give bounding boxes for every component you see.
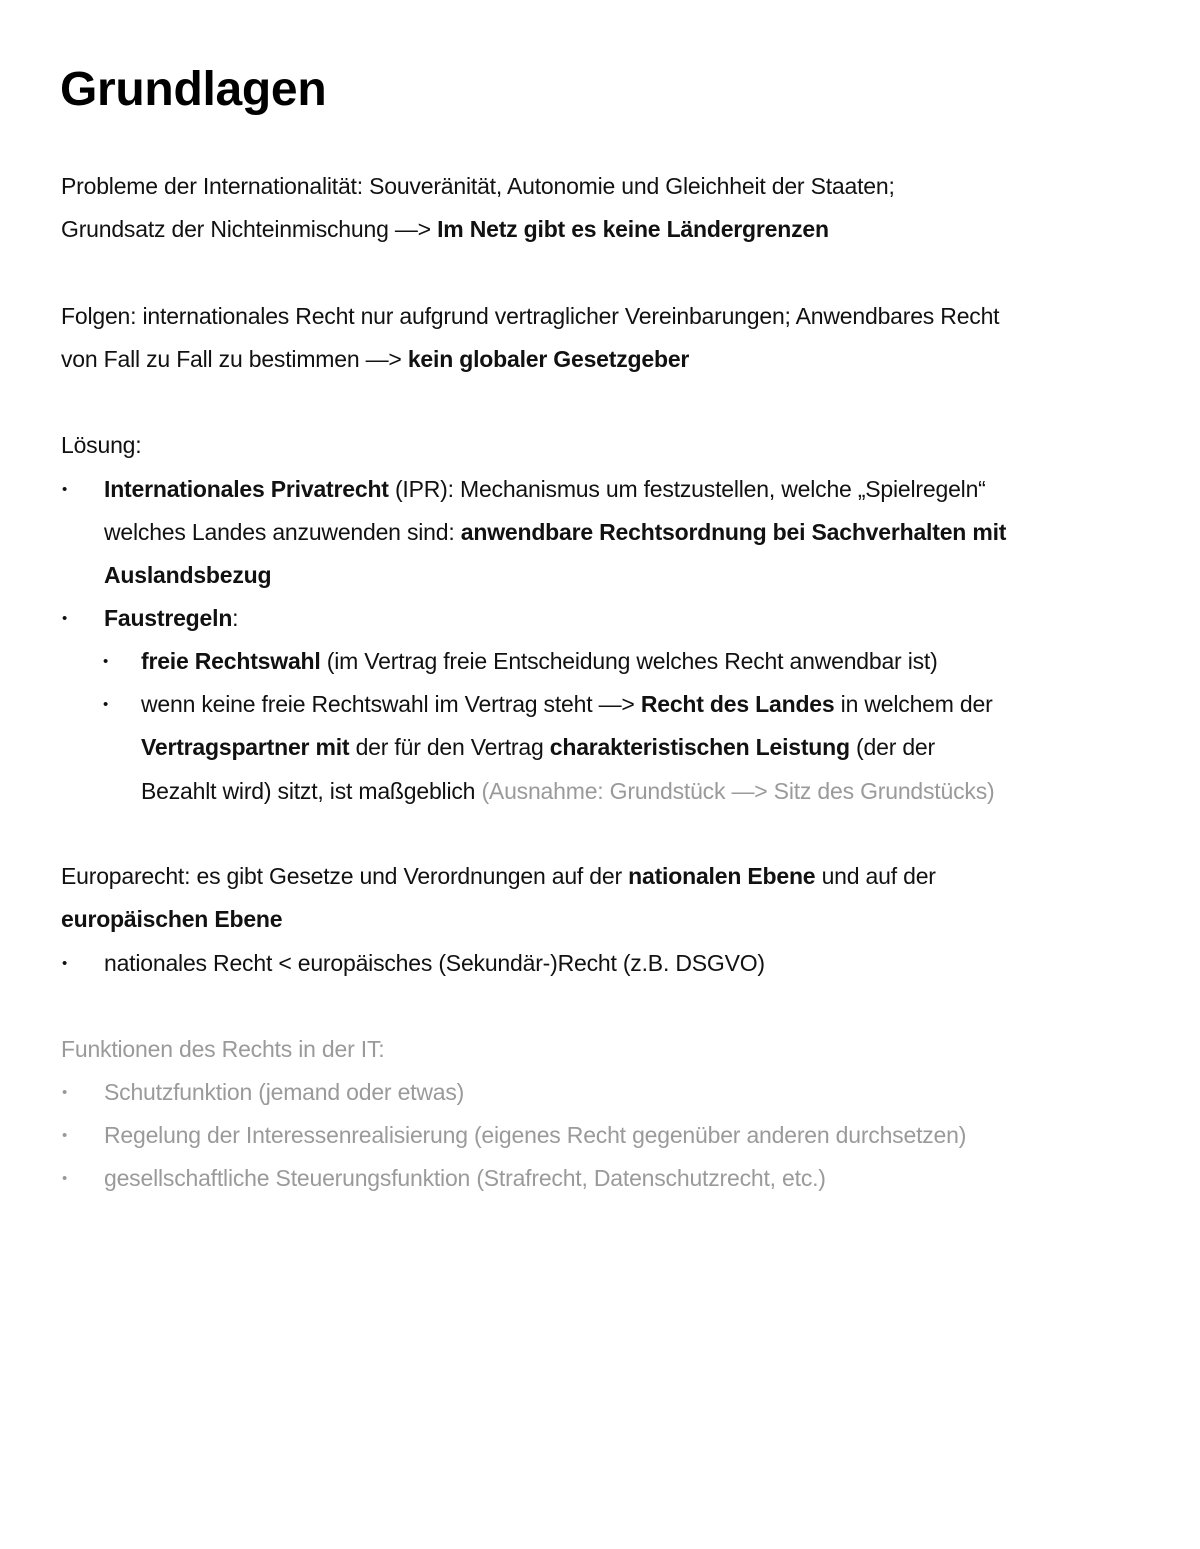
- list-item-ipr-line2: welches Landes anzuwenden sind: anwendbare Rechtsordnung bei Sachverhalten mit: [104, 519, 1007, 545]
- sublist-item-rechtswahl: freie Rechtswahl (im Vertrag freie Entscheidung welches Recht anwendbar ist): [141, 648, 938, 674]
- sublist-bullet: •: [103, 653, 109, 670]
- list-bullet: •: [62, 955, 68, 972]
- list-item-europarecht: nationales Recht < europäisches (Sekundär-)Recht (z.B. DSGVO): [104, 950, 765, 976]
- paragraph-folgen-line1: Folgen: internationales Recht nur aufgrund vertraglicher Vereinbarungen; Anwendbares Recht: [61, 303, 1000, 329]
- list-item-faustregeln: Faustregeln:: [104, 605, 239, 631]
- list-item-ipr-line1: Internationales Privatrecht (IPR): Mechanismus um festzustellen, welche „Spielregeln“: [104, 476, 986, 502]
- paragraph-probleme-line1: Probleme der Internationalität: Souveränität, Autonomie und Gleichheit der Staaten;: [61, 173, 895, 199]
- list-bullet: •: [62, 610, 68, 627]
- loesung-heading: Lösung:: [61, 432, 142, 458]
- sublist-item-recht-des-landes-line3: Bezahlt wird) sitzt, ist maßgeblich (Ausnahme: Grundstück —> Sitz des Grundstücks): [141, 778, 995, 804]
- page-title: Grundlagen: [60, 63, 327, 116]
- sublist-item-recht-des-landes-line2: Vertragspartner mit der für den Vertrag charakteristischen Leistung (der der: [141, 734, 935, 760]
- list-item-funktion: Regelung der Interessenrealisierung (eigenes Recht gegenüber anderen durchsetzen): [104, 1122, 967, 1148]
- list-bullet: •: [62, 1127, 68, 1144]
- paragraph-europarecht-line1: Europarecht: es gibt Gesetze und Verordnungen auf der nationalen Ebene und auf der: [61, 863, 936, 889]
- list-item-funktion: Schutzfunktion (jemand oder etwas): [104, 1079, 465, 1105]
- sublist-item-recht-des-landes-line1: wenn keine freie Rechtswahl im Vertrag steht —> Recht des Landes in welchem der: [141, 691, 993, 717]
- list-item-ipr-line3: Auslandsbezug: [104, 562, 272, 588]
- list-bullet: •: [62, 1170, 68, 1187]
- sublist-bullet: •: [103, 696, 109, 713]
- paragraph-probleme-line2: Grundsatz der Nichteinmischung —> Im Netz gibt es keine Ländergrenzen: [61, 216, 829, 242]
- paragraph-europarecht-line2: europäischen Ebene: [61, 906, 283, 932]
- list-bullet: •: [62, 481, 68, 498]
- list-bullet: •: [62, 1084, 68, 1101]
- list-item-funktion: gesellschaftliche Steuerungsfunktion (Strafrecht, Datenschutzrecht, etc.): [104, 1165, 826, 1191]
- paragraph-folgen-line2: von Fall zu Fall zu bestimmen —> kein globaler Gesetzgeber: [61, 346, 690, 372]
- funktionen-heading: Funktionen des Rechts in der IT:: [61, 1036, 385, 1062]
